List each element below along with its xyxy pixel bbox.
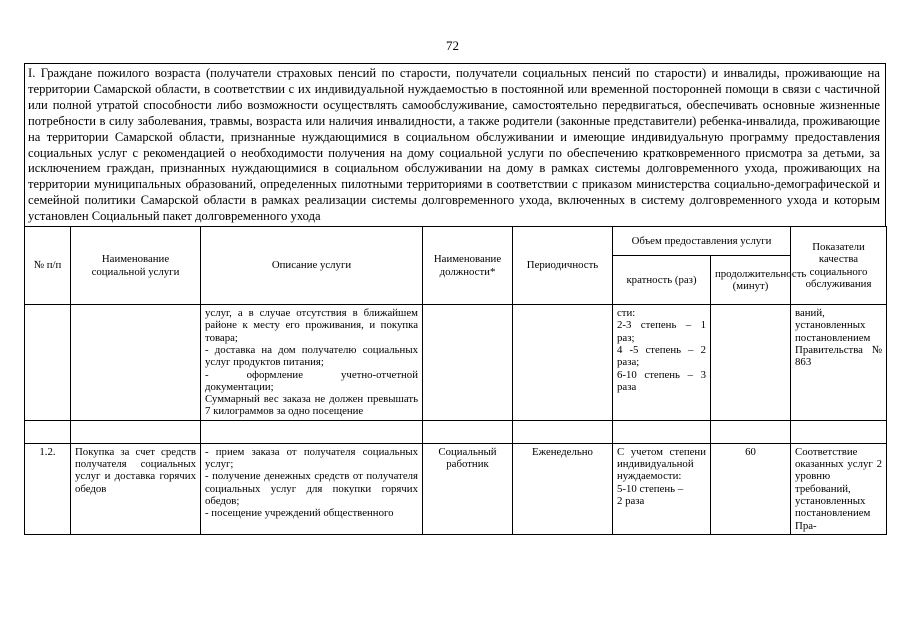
cell-multiplicity (613, 305, 711, 421)
header-periodicity: Периодичность (513, 227, 613, 305)
multiplicity-line: 6-10 степень – 3 раза (617, 368, 706, 393)
cell-periodicity (513, 420, 613, 443)
cell-service-name (71, 420, 201, 443)
cell-duration (711, 305, 791, 421)
description-line: - получение денежных средств от получателя социальных услуг для покупки горячих обедов; (205, 470, 418, 507)
multiplicity-line: С учетом степени индивидуальной нуждаемости: (617, 445, 706, 483)
cell-position (423, 305, 513, 421)
table-row-spacer (25, 420, 887, 443)
cell-description (201, 443, 423, 534)
description-line: - посещение учреждений общественного (205, 507, 394, 520)
header-position: Наименование должности* (423, 227, 513, 305)
cell-position (423, 420, 513, 443)
header-duration: продолжительность (минут) (711, 256, 791, 305)
cell-position: Социальный работник (423, 443, 513, 534)
header-description: Описание услуги (201, 227, 423, 305)
multiplicity-line: 4 -5 степень – 2 раза; (617, 343, 706, 369)
cell-description (201, 420, 423, 443)
description-line: - доставка на дом получателю социальных услуг продуктов питания; (205, 343, 418, 369)
header-quality: Показатели качества социального обслуживания (791, 227, 887, 305)
cell-service-name (71, 305, 201, 421)
table-row (25, 443, 887, 534)
cell-multiplicity (613, 443, 711, 534)
description-line: - прием заказа от получателя социальных услуг; (205, 445, 418, 471)
multiplicity-line: 5-10 степень – (617, 482, 684, 495)
cell-quality (791, 420, 887, 443)
cell-service-name: Покупка за счет средств получателя социальных услуг и доставка горячих обедов (71, 443, 201, 534)
header-multiplicity: кратность (раз) (613, 256, 711, 305)
table-row (25, 305, 887, 421)
cell-periodicity: Еженедельно (513, 443, 613, 534)
header-volume: Объем предоставления услуги (613, 227, 791, 256)
header-service-name: Наименование социальной услуги (71, 227, 201, 305)
description-line: Суммарный вес заказа не должен превышать 7 килограммов за одно посещение (205, 393, 418, 418)
table-header (25, 227, 887, 305)
header-num: № п/п (25, 227, 71, 305)
multiplicity-line: 2-3 степень – 1 раз; (617, 319, 706, 344)
services-table (24, 226, 887, 535)
cell-description (201, 305, 423, 421)
description-line: - оформление учетно-отчетной документации; (205, 368, 418, 393)
multiplicity-line: сти: (617, 307, 636, 320)
cell-num (25, 420, 71, 443)
page-number: 72 (446, 38, 459, 53)
cell-num (25, 305, 71, 421)
cell-multiplicity (613, 420, 711, 443)
services-document (24, 63, 886, 535)
cell-duration (711, 420, 791, 443)
cell-quality: Соответствие оказанных услуг 2 уровню требований, установленных постановлением Пра- (791, 443, 887, 534)
description-line: услуг, а в случае отсутствия в ближайшем районе к месту его проживания, и покупка товара; (205, 307, 418, 344)
cell-duration: 60 (711, 443, 791, 534)
cell-periodicity (513, 305, 613, 421)
cell-num: 1.2. (25, 443, 71, 534)
cell-quality: ваний, установленных постановлением Правительства № 863 (791, 305, 887, 421)
section-heading: I. Граждане пожилого возраста (получатели страховых пенсий по старости, получатели социальных пенсий по старости) и инвалиды, проживающие на территории Самарской области, в соответствии с их индивидуальной нуждаемостью в постоянной или временной посторонней помощи в связи с частичной или полной утратой способности либо возможности осуществлять самообслуживание, самостоятельно передвигаться, обеспечивать основные жизненные потребности в силу заболевания, травмы, возраста или наличия инвалидности, а также родители (законные представители) ребенка-инвалида, проживающие на территории Самарской области, признанные нуждающимися в социальном обслуживании и имеющие индивидуальную программу предоставления социальных услуг с рекомендацией о необходимости получения на дому социальной услуги по обеспечению кратковременного присмотра за детьми, за исключением граждан, признанных нуждающимися в социальном обслуживании на дому в рамках системы долговременного ухода, проживающих на территории муниципальных образований, определенных пилотными территориями в соответствии с приказом министерства социально-демографической и семейной политики Самарской области в рамках реализации системы долговременного ухода, включенных в систему долговременного ухода и которым установлен Социальный пакет долговременного ухода (24, 63, 886, 226)
multiplicity-line: 2 раза (617, 494, 645, 507)
